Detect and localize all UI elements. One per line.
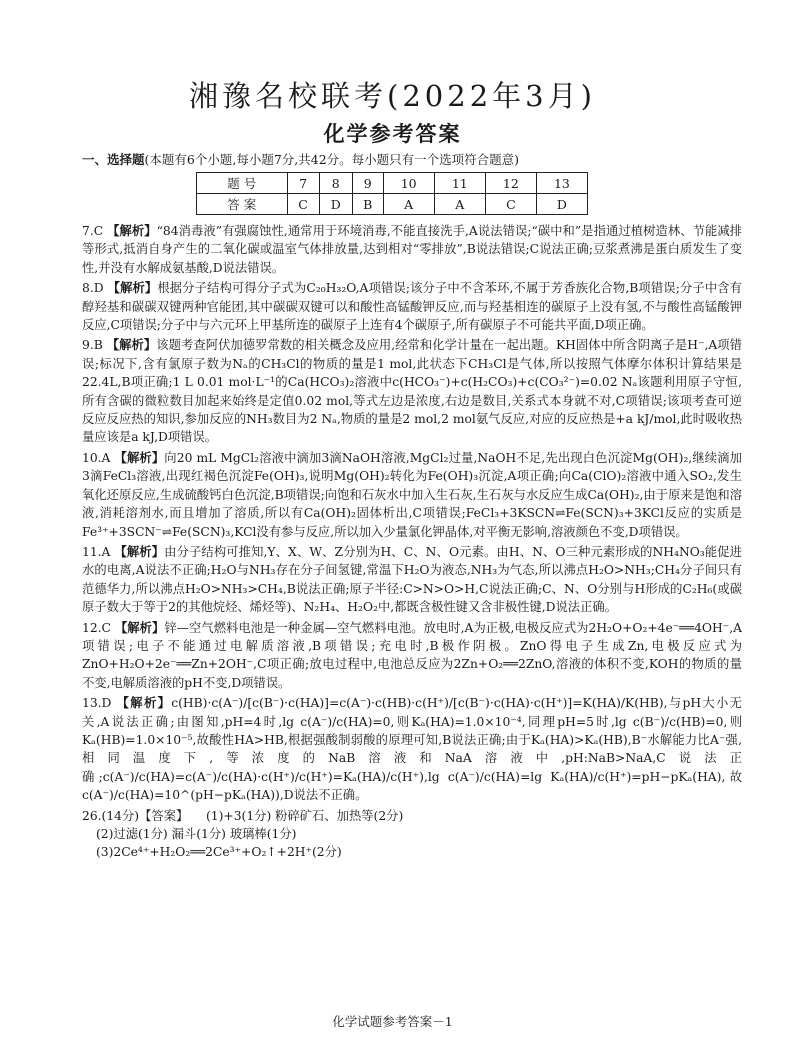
question-26 xyxy=(82,807,742,862)
table-cell: D xyxy=(319,194,352,215)
analysis-tag: 【解析】 xyxy=(106,338,157,353)
page-title: 湘豫名校联考(2022年3月) xyxy=(189,79,596,113)
question-text: 锌—空气燃料电池是一种金属—空气燃料电池。放电时,A为正极,电极反应式为2H₂O+O₂+4e⁻══4OH⁻,A项错误;电子不能通过电解质溶液,B项错误;充电时,B极作阴极。ZnO得电子生成Zn,电极反应式为ZnO+H₂O+2e⁻══Zn+2OH⁻,C项正确;放电过程中,电池总反应为2Zn+O₂══2ZnO,溶液的体积不变,KOH的物质的量不变,电解质溶液的pH不变,D项错误。 xyxy=(82,620,742,690)
table-cell: 11 xyxy=(434,173,485,194)
analysis-tag: 【解析】 xyxy=(114,450,165,465)
page-subtitle: 化学参考答案 xyxy=(323,122,462,146)
question-13 xyxy=(82,694,742,804)
question-text: c(HB)·c(A⁻)/[c(B⁻)·c(HA)]=c(A⁻)·c(HB)·c(H⁺)/[c(B⁻)·c(HA)·c(H⁺)]=K(HA)/K(HB),与pH大小无关,A说法正确;由图知,pH=4时,lg c(A⁻)/c(HA)=0,则Kₐ(HA)=1.0×10⁻⁴,同理pH=5时,lg c(B⁻)/c(HB)=0,则Kₐ(HB)=1.0×10⁻⁵,故酸性HA>HB,根据强酸制弱酸的原理可知,B说法正确;由于Kₐ(HA)>Kₐ(HB),B⁻水解能力比A⁻强,相同温度下,等浓度的NaB溶液和NaA溶液中,pH:NaB>NaA,C说法正确;c(A⁻)/c(HA)=c(A⁻)/c(HA)·c(H⁺)/c(H⁺)=Kₐ(HA)/c(H⁺),lg c(A⁻)/c(HA)=lg Kₐ(HA)/c(H⁺)=pH−pKₐ(HA),故c(A⁻)/c(HA)=10^(pH−pKₐ(HA)),D说法不正确。 xyxy=(82,696,742,803)
question-text: 向20 mL MgCl₂溶液中滴加3滴NaOH溶液,MgCl₂过量,NaOH不足,先出现白色沉淀Mg(OH)₂,继续滴加3滴FeCl₃溶液,出现红褐色沉淀Fe(OH)₃,说明Mg(OH)₂转化为Fe(OH)₃沉淀,A项正确;向Ca(ClO)₂溶液中通入SO₂,发生氧化还原反应,生成硫酸钙白色沉淀,B项错误;向饱和石灰水中加入生石灰,生石灰与水反应生成Ca(OH)₂,由于原来是饱和溶液,消耗溶剂水,而且增加了溶质,所以有Ca(OH)₂固体析出,C项错误;FeCl₃+3KSCN⇌Fe(SCN)₃+3KCl反应的实质是Fe³⁺+3SCN⁻⇌Fe(SCN)₃,KCl没有参与反应,所以加入少量氯化钾晶体,对平衡无影响,溶液颜色不变,D项错误。 xyxy=(82,450,742,539)
table-cell: 7 xyxy=(287,173,319,194)
table-label: 答 案 xyxy=(197,194,288,215)
question-number: 7.C xyxy=(82,224,104,238)
section-label: 选择题 xyxy=(107,152,145,167)
answer-table-row-numbers xyxy=(197,173,588,194)
question-26-head: 26.(14分)【答案】 xyxy=(82,808,189,823)
answer-table xyxy=(196,172,588,215)
question-26-line2: (2)过滤(1分) 漏斗(1分) 玻璃棒(1分) xyxy=(96,827,297,842)
question-text: 由分子结构可推知,Y、X、W、Z分别为H、C、N、O元素。由H、N、O三种元素形成的NH₄NO₃能促进水的电离,A说法不正确;H₂O与NH₃存在分子间氢键,常温下H₂O为液态,NH₃为气态,所以沸点H₂O>NH₃;CH₄分子间只有范德华力,所以沸点H₂O>NH₃>CH₄,B说法正确;原子半径:C>N>O>H,C说法正确;C、N、O分别与H形成的C₂H₆(或碳原子数大于等于2的其他烷烃、烯烃等)、N₂H₄、H₂O₂中,都既含极性键又含非极性键,D说法正确。 xyxy=(82,544,742,615)
analysis-tag: 【解析】 xyxy=(107,224,157,238)
section-heading xyxy=(82,150,742,168)
question-number: 11.A xyxy=(82,544,111,559)
table-cell: 10 xyxy=(383,173,434,194)
question-text: 该题考查阿伏加德罗常数的相关概念及应用,经常和化学计量在一起出题。KH固体中所含阴离子是H⁻,A项错误;标况下,含有氯原子数为Nₐ的CH₃Cl的物质的量是1 mol,此状态下CH₃Cl是气体,所以按照气体摩尔体积计算结果是22.4L,B项正确;1 L 0.01 mol·L⁻¹的Ca(HCO₃)₂溶液中c(HCO₃⁻)+c(H₂CO₃)+c(CO₃²⁻)=0.02 Nₐ该题利用原子守恒,所有含碳的微粒数目加起来始终是定值0.02 mol,等式左边是浓度,右边是数目,关系式本身就不对,C项错误;该项考查可逆反应反应热的知识,参加反应的NH₃数目为2 Nₐ,物质的量是2 mol,2 mol氨气反应,对应的反应热是+a kJ/mol,此时吸收热量应该是a kJ,D项错误。 xyxy=(82,338,742,445)
question-26-line3: (3)2Ce⁴⁺+H₂O₂══2Ce³⁺+O₂↑+2H⁺(2分) xyxy=(96,845,342,860)
question-number: 12.C xyxy=(82,620,111,635)
question-number: 8.D xyxy=(82,281,104,296)
question-12 xyxy=(82,619,742,693)
table-cell: 13 xyxy=(536,173,587,194)
table-cell: B xyxy=(352,194,383,215)
table-cell: 9 xyxy=(352,173,383,194)
question-10 xyxy=(82,449,742,541)
analysis-tag: 【解析】 xyxy=(114,544,165,559)
section-note: (本题有6个小题,每小题7分,共42分。每小题只有一个选项符合题意) xyxy=(144,152,520,167)
table-cell: C xyxy=(485,194,536,215)
question-26-line1: (1)+3(1分) 粉碎矿石、加热等(2分) xyxy=(206,808,404,823)
table-cell: D xyxy=(536,194,587,215)
explanations xyxy=(82,222,742,862)
table-cell: 8 xyxy=(319,173,352,194)
analysis-tag: 【解析】 xyxy=(114,620,165,635)
question-number: 13.D xyxy=(82,696,112,711)
section-number: 一、 xyxy=(82,152,108,167)
question-11 xyxy=(82,543,742,617)
question-8 xyxy=(82,279,742,334)
question-9 xyxy=(82,336,742,446)
table-cell: A xyxy=(434,194,485,215)
table-label: 题 号 xyxy=(197,173,288,194)
question-text: “84消毒液”有强腐蚀性,通常用于环境消毒,不能直接洗手,A说法错误;“碳中和”是指通过植树造林、节能减排等形式,抵消自身产生的二氧化碳或温室气体排放量,达到相对“零排放”,B说法错误;C说法正确;豆浆煮沸是蛋白质发生了变性,并没有水解成氨基酸,D说法错误。 xyxy=(82,224,742,275)
table-cell: 12 xyxy=(485,173,536,194)
question-number: 10.A xyxy=(82,450,111,465)
answer-table-row-answers xyxy=(197,194,588,215)
analysis-tag: 【解析】 xyxy=(116,696,172,711)
analysis-tag: 【解析】 xyxy=(107,281,158,296)
question-text: 根据分子结构可得分子式为C₂₀H₃₂O,A项错误;该分子中不含苯环,不属于芳香族化合物,B项错误;分子中含有醇羟基和碳碳双键两种官能团,其中碳碳双键可以和酸性高锰酸钾反应,而与羟基相连的碳原子上没有氢,不与酸性高锰酸钾反应,C项错误;分子中与六元环上甲基所连的碳原子上连有4个碳原子,所有碳原子不可能共平面,D项正确。 xyxy=(82,281,742,333)
question-7 xyxy=(82,222,742,277)
page-footer: 化学试题参考答案－1 xyxy=(332,1014,453,1029)
question-number: 9.B xyxy=(82,338,103,353)
table-cell: A xyxy=(383,194,434,215)
table-cell: C xyxy=(287,194,319,215)
